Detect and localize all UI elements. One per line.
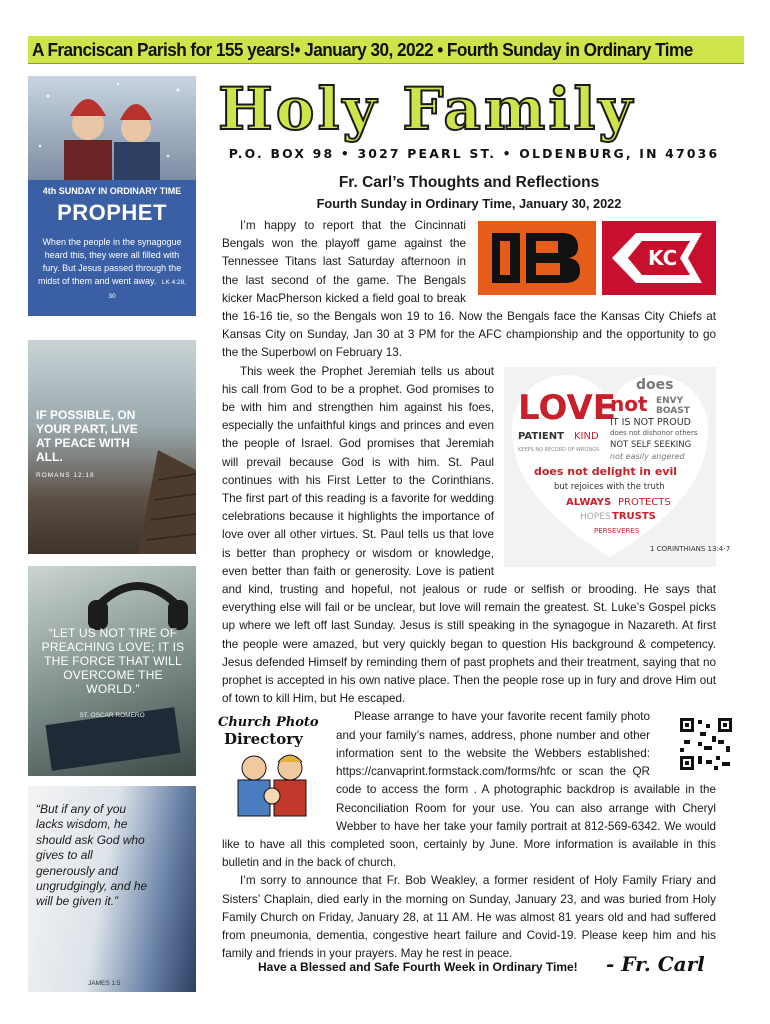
paragraph-bengals: I’m happy to report that the Cincinnati Bengals won the playoff game against the Tennessee Titans last Saturday afternoon in the last second of the game. The Bengals kicker MacPherson kicked a field goal to break the 16-16 tie, so the Bengals won 19 to 16. Now the Bengals face the Kansas City Chiefs at Kansas City on Sunday, Jan 30 at 3 PM for the AFC championship and the opportunity to go the the Superbowl on February 13.: [222, 219, 716, 360]
paragraph-directory: Please arrange to have your favorite recent family photo and your family’s names, address, phone number and other information sent to the website the Webbers established: https://canvaprint.formstack.com/forms/hfc or scan the QR code to access the form . A photographic backdrop is available in the Reconciliation Room for your use. You can also arrange with Cheryl Webber to have her take your family portrait at 812-569-6342. We would like to have all this completed soon, certainly by June. More information is available in this bulletin and in the back of church.: [222, 708, 716, 872]
svg-text:NOT SELF SEEKING: NOT SELF SEEKING: [610, 439, 692, 450]
svg-text:KIND: KIND: [574, 430, 599, 442]
card3-ref: ST. OSCAR ROMERO: [79, 712, 145, 719]
prophet-card: [28, 76, 196, 316]
svg-text:Church Photo: Church Photo: [218, 715, 319, 731]
svg-text:but rejoices with the truth: but rejoices with the truth: [554, 481, 665, 492]
love-graphic: [504, 367, 731, 567]
svg-text:does not dishonor others: does not dishonor others: [610, 428, 698, 437]
card3-quote: “LET US NOT TIRE OF PREACHING LOVE; IT IS THE FORCE THAT WILL OVERCOME THE WORLD.”: [41, 626, 185, 696]
article-title: Fr. Carl’s Thoughts and Reflections: [338, 174, 600, 191]
photo-directory-graphic: [214, 712, 328, 820]
svg-text:PATIENT: PATIENT: [518, 430, 564, 442]
card4-quote: “But if any of you lacks wisdom, he should ask God who gives to all generously and ungrudgingly, and he will be given it.”: [36, 802, 148, 909]
svg-text:HOPES: HOPES: [580, 511, 611, 522]
team-logos: [476, 221, 716, 295]
paragraph-readings: This week the Prophet Jeremiah tells us about his call from God to be a prophet. God promises to be with him and strengthen him against his foes, especially the unfaithful kings and princes and even the people of Israel. God promises that Jeremiah will prevail because God is with him. St. Paul continues with his First Letter to the Corinthians. The first part of this reading is a favorite for wedding celebrations because it highlights the importance of love over all other virtues. St. Paul tells us that love is better than prophecy or wisdom or knowledge, even better than faith or generosity. Love is patient and kind, trusting and hopeful, not jealous or rude or selfish or brooding. He says that everything else will fail or be unclear, but love will remain the greatest. St. Luke’s Gospel picks up where we left off last Sunday. Jesus is still speaking in the synagogue in Nazareth. At first the people were amazed, but very quickly began to question His background & competency. Jesus defended Himself by reminding them of past prophets and their treatment, saying that no prophet is accepted in his own native place. Then the people rose up in fury and drove Him out of town to kill Him, but He escaped.: [222, 364, 716, 706]
qr-code[interactable]: [660, 716, 716, 772]
love-word: LOVE: [518, 387, 616, 428]
svg-text:Directory: Directory: [224, 730, 303, 749]
children-photo: [28, 76, 196, 180]
svg-text:ENVY: ENVY: [656, 395, 684, 406]
svg-text:not easily angered: not easily angered: [610, 451, 685, 461]
svg-text:does: does: [636, 376, 674, 393]
banner-text: A Franciscan Parish for 155 years!• January 30, 2022 • Fourth Sunday in Ordinary Time: [32, 39, 693, 60]
card2-quote: IF POSSIBLE, ON YOUR PART, LIVE AT PEACE WITH ALL.: [36, 408, 138, 464]
parish-address: P.O. BOX 98 • 3027 PEARL ST. • OLDENBURG, IN 47036: [228, 146, 720, 161]
romero-card: [28, 566, 196, 776]
svg-text:PERSEVERES: PERSEVERES: [594, 526, 640, 535]
signature: - Fr. Carl: [606, 952, 705, 976]
svg-text:KEEPS NO RECORD OF WRONGS: KEEPS NO RECORD OF WRONGS: [518, 446, 600, 453]
svg-text:ALWAYS: ALWAYS: [566, 496, 612, 508]
svg-text:TRUSTS: TRUSTS: [612, 510, 656, 522]
svg-text:KC: KC: [648, 246, 678, 270]
card4-ref: JAMES 1:5: [88, 980, 121, 987]
card1-line1: 4th SUNDAY IN ORDINARY TIME: [42, 186, 182, 196]
date-banner: [28, 36, 744, 64]
svg-text:IT IS NOT PROUD: IT IS NOT PROUD: [610, 416, 691, 428]
paragraph-obituary: I’m sorry to announce that Fr. Bob Weakley, a former resident of Holy Family Friary and Sisters’ Chaplain, died early in the morning on Sunday, January 23, and was buried from Holy Family Church on Friday, January 28, at 11 AM. He was almost 81 years old and had suffered from pneumonia, dementia, congestive heart failure and Covid-19. Please keep him and his family and friends in your prayers. May he rest in peace.: [222, 874, 716, 961]
svg-text:not: not: [610, 391, 648, 416]
card1-title: PROPHET: [57, 200, 167, 225]
card1-quote: When the people in the synagogue heard this, they were all filled with fury. But Jesus passed through the midst of them and went away.: [37, 237, 182, 286]
card2-ref: ROMANS 12:18: [36, 472, 95, 479]
svg-text:PROTECTS: PROTECTS: [618, 496, 671, 508]
james-card: [28, 786, 196, 992]
bengals-logo: [478, 221, 596, 295]
closing-line: Have a Blessed and Safe Fourth Week in Ordinary Time!: [258, 960, 578, 974]
article-subtitle: Fourth Sunday in Ordinary Time, January 30, 2022: [316, 196, 622, 211]
svg-text:does not delight in evil: does not delight in evil: [534, 464, 678, 478]
card1-body: [36, 236, 188, 303]
parish-title: Holy Family: [218, 75, 636, 143]
pastor-article: [218, 172, 731, 963]
chiefs-logo: [602, 221, 716, 295]
romans-card: [28, 340, 196, 554]
svg-text:BOAST: BOAST: [656, 405, 690, 416]
masthead: [214, 72, 734, 146]
svg-text:1 CORINTHIANS 13:4-7: 1 CORINTHIANS 13:4-7: [650, 544, 731, 553]
card1-ref: LK 4:28, 30: [108, 279, 187, 300]
